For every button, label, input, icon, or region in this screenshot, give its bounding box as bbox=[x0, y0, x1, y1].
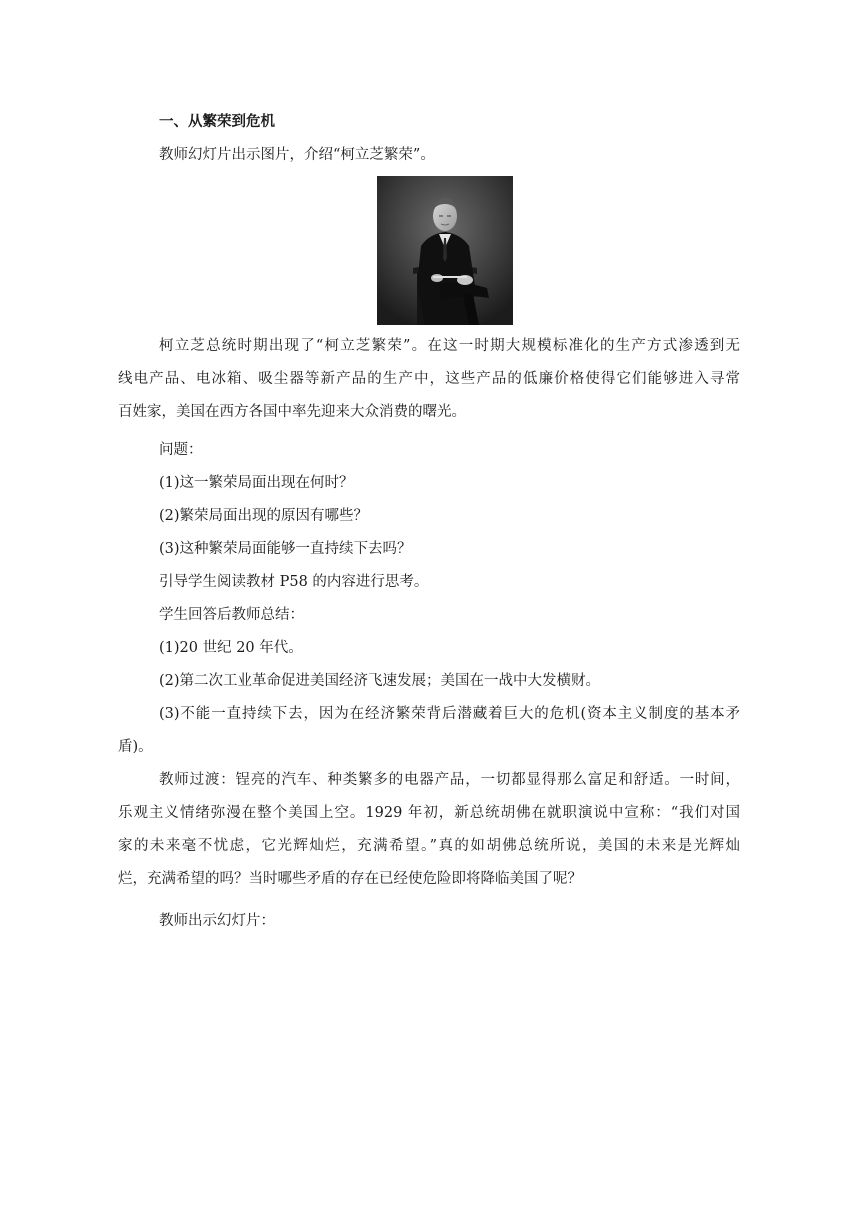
paragraph-line: 乐观主义情绪弥漫在整个美国上空。1929 年初，新总统胡佛在就职演说中宣称：“我们对国 bbox=[118, 805, 740, 821]
question-item: (1)这一繁荣局面出现在何时？ bbox=[159, 475, 354, 491]
portrait-photo-icon bbox=[377, 176, 513, 325]
questions-label: 问题： bbox=[159, 442, 203, 458]
coolidge-portrait bbox=[377, 176, 513, 325]
section-heading: 一、从繁荣到危机 bbox=[159, 114, 275, 130]
paragraph-line: 烂，充满希望的吗？当时哪些矛盾的存在已经使危险即将降临美国了呢？ bbox=[118, 871, 582, 887]
closing-text: 教师出示幻灯片： bbox=[159, 913, 275, 929]
paragraph-line: 家的未来毫不忧虑，它光辉灿烂，充满希望。”真的如胡佛总统所说，美国的未来是光辉灿 bbox=[118, 838, 740, 854]
paragraph-line: 教师过渡：锃亮的汽车、种类繁多的电器产品，一切都显得那么富足和舒适。一时间， bbox=[159, 772, 740, 788]
paragraph-line: 百姓家，美国在西方各国中率先迎来大众消费的曙光。 bbox=[118, 404, 466, 420]
question-item: (2)繁荣局面出现的原因有哪些？ bbox=[159, 508, 369, 524]
transition-paragraph bbox=[118, 764, 740, 896]
paragraph-coolidge bbox=[118, 330, 740, 429]
questions-block bbox=[118, 434, 740, 764]
question-item: (3)这种繁荣局面能够一直持续下去吗？ bbox=[159, 541, 412, 557]
paragraph-line: 线电产品、电冰箱、吸尘器等新产品的生产中，这些产品的低廉价格使得它们能够进入寻常 bbox=[118, 371, 740, 387]
summary-label: 学生回答后教师总结： bbox=[159, 607, 304, 623]
guide-text: 引导学生阅读教材 P58 的内容进行思考。 bbox=[159, 574, 429, 590]
answer-item: (1)20 世纪 20 年代。 bbox=[159, 640, 303, 656]
answer-item-continued: 盾)。 bbox=[118, 739, 153, 755]
paragraph-line: 柯立芝总统时期出现了“柯立芝繁荣”。在这一时期大规模标准化的生产方式渗透到无 bbox=[159, 338, 740, 354]
answer-item: (3)不能一直持续下去，因为在经济繁荣背后潜藏着巨大的危机(资本主义制度的基本矛 bbox=[159, 706, 740, 722]
closing-block bbox=[118, 905, 740, 938]
answer-item: (2)第二次工业革命促进美国经济飞速发展；美国在一战中大发横财。 bbox=[159, 673, 601, 689]
intro-block bbox=[118, 139, 740, 172]
intro-text: 教师幻灯片出示图片，介绍“柯立芝繁荣”。 bbox=[159, 147, 435, 163]
